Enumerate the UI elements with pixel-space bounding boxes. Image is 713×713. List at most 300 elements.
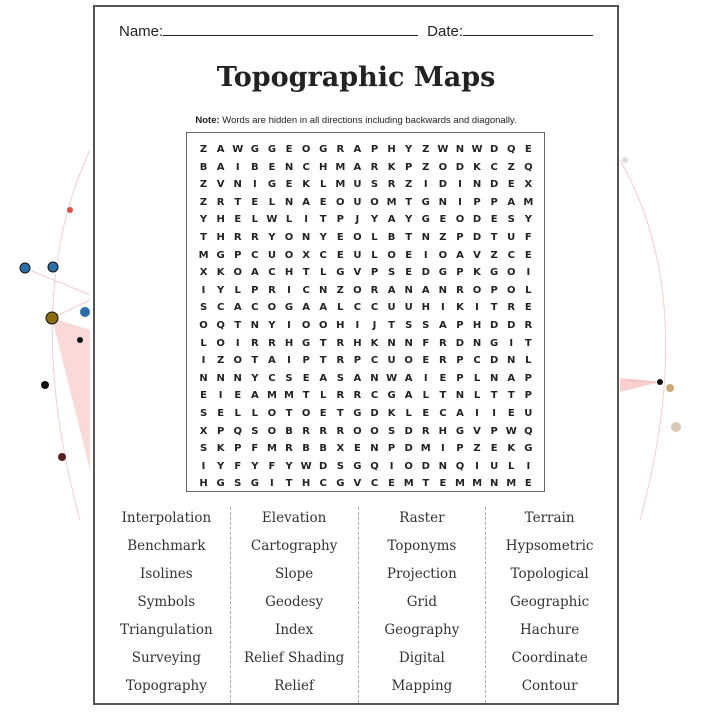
grid-letter[interactable]: L: [285, 214, 293, 226]
grid-letter[interactable]: P: [370, 144, 379, 155]
grid-letter[interactable]: H: [301, 478, 311, 490]
grid-letter[interactable]: A: [233, 302, 242, 314]
grid-letter[interactable]: P: [234, 249, 242, 261]
grid-letter[interactable]: L: [422, 390, 429, 402]
grid-letter[interactable]: E: [524, 478, 532, 490]
grid-letter[interactable]: G: [490, 337, 499, 349]
grid-letter[interactable]: R: [250, 337, 259, 349]
grid-letter[interactable]: N: [438, 196, 448, 208]
grid-letter[interactable]: E: [319, 196, 327, 208]
grid-letter[interactable]: Q: [524, 425, 533, 437]
grid-letter[interactable]: W: [437, 144, 449, 155]
grid-letter[interactable]: E: [285, 179, 293, 191]
grid-letter[interactable]: S: [199, 407, 208, 419]
grid-letter[interactable]: C: [216, 302, 225, 314]
grid-letter[interactable]: I: [526, 267, 531, 279]
grid-letter[interactable]: O: [370, 425, 379, 437]
grid-letter[interactable]: C: [251, 249, 259, 261]
grid-letter[interactable]: A: [216, 144, 225, 155]
grid-letter[interactable]: M: [335, 161, 346, 173]
grid-letter[interactable]: P: [456, 267, 464, 279]
grid-letter[interactable]: R: [233, 231, 242, 243]
grid-letter[interactable]: E: [251, 196, 259, 208]
grid-letter[interactable]: R: [336, 144, 345, 155]
grid-letter[interactable]: T: [507, 390, 515, 402]
grid-letter[interactable]: Y: [199, 214, 208, 226]
grid-letter[interactable]: A: [404, 390, 413, 402]
grid-letter[interactable]: Q: [370, 460, 379, 472]
grid-letter[interactable]: Y: [319, 231, 327, 243]
grid-letter[interactable]: Z: [199, 179, 208, 191]
grid-letter[interactable]: E: [405, 249, 413, 261]
grid-letter[interactable]: P: [370, 267, 379, 279]
grid-letter[interactable]: C: [302, 161, 310, 173]
grid-letter[interactable]: L: [200, 337, 207, 349]
grid-letter[interactable]: R: [439, 337, 447, 349]
grid-letter[interactable]: O: [301, 407, 311, 419]
grid-letter[interactable]: I: [389, 460, 394, 472]
grid-letter[interactable]: F: [234, 460, 242, 472]
grid-letter[interactable]: C: [268, 372, 276, 384]
grid-letter[interactable]: O: [506, 267, 516, 279]
grid-letter[interactable]: Y: [268, 319, 276, 331]
grid-letter[interactable]: A: [456, 249, 464, 261]
grid-letter[interactable]: T: [490, 302, 498, 314]
grid-letter[interactable]: R: [268, 284, 276, 296]
grid-letter[interactable]: Z: [490, 249, 498, 261]
grid-letter[interactable]: N: [216, 372, 225, 384]
grid-letter[interactable]: T: [524, 337, 532, 349]
grid-letter[interactable]: R: [285, 443, 293, 455]
grid-letter[interactable]: E: [507, 179, 515, 191]
grid-letter[interactable]: T: [405, 196, 413, 208]
grid-letter[interactable]: A: [353, 161, 362, 173]
grid-letter[interactable]: G: [353, 407, 362, 419]
grid-letter[interactable]: E: [524, 249, 532, 261]
name-field[interactable]: [119, 21, 418, 40]
grid-letter[interactable]: N: [404, 337, 413, 349]
grid-letter[interactable]: Z: [217, 355, 225, 367]
grid-letter[interactable]: Y: [405, 214, 413, 226]
grid-letter[interactable]: B: [387, 231, 396, 243]
grid-letter[interactable]: Z: [473, 443, 481, 455]
grid-letter[interactable]: U: [353, 179, 362, 191]
grid-letter[interactable]: L: [473, 372, 481, 384]
grid-letter[interactable]: O: [370, 196, 379, 208]
grid-letter[interactable]: W: [266, 214, 278, 226]
grid-letter[interactable]: D: [438, 179, 448, 191]
grid-letter[interactable]: K: [370, 337, 379, 349]
grid-letter[interactable]: L: [371, 231, 378, 243]
grid-letter[interactable]: N: [404, 284, 413, 296]
date-field[interactable]: [427, 21, 593, 40]
grid-letter[interactable]: G: [524, 443, 533, 455]
grid-letter[interactable]: J: [355, 214, 360, 226]
grid-letter[interactable]: S: [199, 443, 208, 455]
grid-letter[interactable]: N: [421, 231, 430, 243]
grid-letter[interactable]: E: [234, 214, 242, 226]
grid-letter[interactable]: N: [301, 231, 311, 243]
grid-letter[interactable]: O: [233, 355, 242, 367]
grid-letter[interactable]: G: [250, 478, 259, 490]
grid-letter[interactable]: I: [509, 337, 514, 349]
grid-letter[interactable]: O: [506, 284, 516, 296]
grid-letter[interactable]: O: [267, 407, 277, 419]
grid-letter[interactable]: T: [439, 390, 447, 402]
grid-letter[interactable]: B: [319, 443, 328, 455]
grid-letter[interactable]: D: [421, 267, 430, 279]
grid-letter[interactable]: M: [266, 443, 277, 455]
grid-letter[interactable]: D: [370, 407, 379, 419]
grid-letter[interactable]: I: [526, 460, 531, 472]
grid-letter[interactable]: I: [201, 284, 206, 296]
grid-letter[interactable]: O: [438, 161, 448, 173]
grid-letter[interactable]: R: [439, 355, 447, 367]
grid-letter[interactable]: I: [440, 302, 445, 314]
grid-letter[interactable]: O: [284, 249, 294, 261]
grid-letter[interactable]: C: [353, 302, 362, 314]
grid-letter[interactable]: O: [455, 214, 465, 226]
grid-letter[interactable]: F: [524, 231, 532, 243]
grid-letter[interactable]: C: [439, 407, 447, 419]
grid-letter[interactable]: I: [218, 390, 223, 402]
grid-letter[interactable]: L: [473, 390, 481, 402]
grid-letter[interactable]: O: [199, 319, 208, 331]
grid-letter[interactable]: A: [507, 196, 516, 208]
grid-letter[interactable]: W: [386, 372, 398, 384]
grid-letter[interactable]: L: [251, 407, 259, 419]
grid-letter[interactable]: M: [386, 196, 397, 208]
grid-letter[interactable]: K: [216, 267, 225, 279]
grid-letter[interactable]: A: [319, 372, 328, 384]
grid-letter[interactable]: T: [319, 355, 327, 367]
grid-letter[interactable]: Y: [268, 231, 276, 243]
grid-letter[interactable]: N: [319, 284, 328, 296]
grid-letter[interactable]: D: [489, 179, 499, 191]
grid-letter[interactable]: C: [370, 478, 379, 490]
grid-letter[interactable]: N: [438, 460, 448, 472]
grid-letter[interactable]: V: [353, 267, 362, 279]
grid-letter[interactable]: R: [336, 390, 345, 402]
grid-letter[interactable]: I: [458, 196, 462, 208]
grid-letter[interactable]: D: [489, 355, 499, 367]
grid-letter[interactable]: T: [405, 231, 413, 243]
grid-letter[interactable]: N: [199, 372, 208, 384]
grid-letter[interactable]: H: [387, 144, 396, 155]
grid-letter[interactable]: I: [270, 478, 274, 490]
grid-letter[interactable]: E: [217, 407, 225, 419]
grid-letter[interactable]: B: [251, 161, 259, 173]
grid-letter[interactable]: I: [423, 179, 428, 191]
grid-letter[interactable]: L: [320, 267, 327, 279]
grid-letter[interactable]: U: [507, 231, 516, 243]
grid-letter[interactable]: H: [284, 267, 294, 279]
grid-letter[interactable]: U: [524, 407, 533, 419]
grid-letter[interactable]: C: [268, 267, 276, 279]
grid-letter[interactable]: O: [301, 319, 311, 331]
grid-letter[interactable]: Z: [199, 196, 208, 208]
grid-letter[interactable]: O: [233, 267, 242, 279]
grid-letter[interactable]: A: [404, 372, 413, 384]
grid-letter[interactable]: W: [505, 425, 517, 437]
grid-letter[interactable]: A: [268, 355, 276, 367]
grid-letter[interactable]: P: [456, 372, 464, 384]
grid-letter[interactable]: Y: [217, 460, 225, 472]
grid-letter[interactable]: R: [387, 179, 396, 191]
grid-letter[interactable]: P: [473, 196, 481, 208]
grid-letter[interactable]: E: [422, 407, 430, 419]
grid-letter[interactable]: A: [421, 284, 430, 296]
grid-letter[interactable]: L: [525, 284, 532, 296]
grid-letter[interactable]: Z: [439, 231, 447, 243]
grid-letter[interactable]: I: [423, 372, 428, 384]
grid-letter[interactable]: N: [387, 337, 396, 349]
grid-letter[interactable]: T: [200, 231, 207, 243]
grid-letter[interactable]: T: [319, 214, 327, 226]
grid-letter[interactable]: P: [302, 355, 310, 367]
grid-letter[interactable]: Q: [233, 425, 242, 437]
grid-letter[interactable]: D: [421, 460, 430, 472]
grid-letter[interactable]: R: [336, 425, 345, 437]
grid-letter[interactable]: O: [284, 231, 294, 243]
grid-letter[interactable]: C: [370, 390, 379, 402]
grid-letter[interactable]: S: [251, 425, 259, 437]
grid-letter[interactable]: O: [267, 302, 277, 314]
grid-letter[interactable]: N: [438, 284, 448, 296]
grid-letter[interactable]: U: [267, 249, 276, 261]
grid-letter[interactable]: P: [524, 372, 532, 384]
grid-letter[interactable]: E: [490, 214, 498, 226]
grid-letter[interactable]: E: [302, 372, 310, 384]
grid-letter[interactable]: H: [438, 425, 448, 437]
grid-letter[interactable]: R: [216, 196, 225, 208]
grid-letter[interactable]: N: [233, 179, 242, 191]
grid-letter[interactable]: Y: [285, 460, 293, 472]
grid-letter[interactable]: N: [507, 355, 516, 367]
grid-letter[interactable]: O: [353, 284, 362, 296]
grid-letter[interactable]: M: [403, 478, 414, 490]
grid-letter[interactable]: O: [438, 249, 448, 261]
grid-letter[interactable]: Q: [216, 319, 225, 331]
grid-letter[interactable]: M: [266, 390, 277, 402]
grid-letter[interactable]: G: [353, 460, 362, 472]
grid-letter[interactable]: S: [285, 372, 293, 384]
grid-letter[interactable]: P: [490, 425, 498, 437]
grid-letter[interactable]: I: [287, 284, 291, 296]
grid-letter[interactable]: P: [456, 355, 464, 367]
grid-letter[interactable]: Z: [507, 161, 515, 173]
grid-letter[interactable]: L: [320, 390, 327, 402]
grid-letter[interactable]: E: [319, 407, 327, 419]
grid-letter[interactable]: S: [234, 478, 242, 490]
grid-letter[interactable]: E: [490, 443, 498, 455]
grid-letter[interactable]: D: [404, 443, 413, 455]
grid-letter[interactable]: E: [439, 478, 447, 490]
grid-letter[interactable]: S: [507, 214, 515, 226]
grid-letter[interactable]: O: [336, 196, 345, 208]
grid-letter[interactable]: G: [302, 337, 311, 349]
grid-letter[interactable]: L: [337, 302, 344, 314]
grid-letter[interactable]: U: [387, 302, 396, 314]
grid-letter[interactable]: S: [370, 179, 379, 191]
grid-letter[interactable]: K: [507, 443, 516, 455]
grid-letter[interactable]: E: [422, 355, 430, 367]
grid-letter[interactable]: G: [267, 144, 277, 155]
grid-letter[interactable]: E: [524, 144, 532, 155]
grid-letter[interactable]: T: [319, 337, 327, 349]
grid-letter[interactable]: I: [355, 319, 360, 331]
grid-letter[interactable]: Y: [217, 284, 225, 296]
grid-letter[interactable]: E: [405, 267, 413, 279]
grid-letter[interactable]: D: [489, 144, 499, 155]
grid-letter[interactable]: R: [370, 284, 379, 296]
grid-letter[interactable]: D: [489, 319, 499, 331]
grid-letter[interactable]: L: [371, 249, 378, 261]
grid-letter[interactable]: Y: [405, 144, 413, 155]
grid-letter[interactable]: A: [302, 196, 310, 208]
grid-letter[interactable]: L: [508, 460, 515, 472]
grid-letter[interactable]: D: [404, 425, 413, 437]
grid-letter[interactable]: G: [216, 478, 225, 490]
grid-letter[interactable]: P: [456, 443, 464, 455]
grid-letter[interactable]: C: [302, 284, 310, 296]
grid-letter[interactable]: O: [267, 425, 277, 437]
grid-letter[interactable]: V: [473, 249, 481, 261]
grid-letter[interactable]: I: [235, 337, 240, 349]
grid-letter[interactable]: M: [523, 196, 534, 208]
grid-letter[interactable]: S: [405, 319, 413, 331]
grid-letter[interactable]: M: [454, 478, 465, 490]
grid-letter[interactable]: D: [507, 319, 516, 331]
grid-letter[interactable]: E: [234, 390, 242, 402]
grid-letter[interactable]: T: [336, 407, 344, 419]
grid-letter[interactable]: N: [233, 372, 242, 384]
grid-letter[interactable]: R: [336, 337, 345, 349]
grid-letter[interactable]: I: [475, 302, 479, 314]
grid-letter[interactable]: C: [507, 249, 515, 261]
grid-letter[interactable]: M: [420, 443, 431, 455]
grid-letter[interactable]: U: [353, 196, 362, 208]
grid-letter[interactable]: Y: [251, 372, 259, 384]
grid-letter[interactable]: N: [489, 372, 499, 384]
grid-letter[interactable]: J: [372, 319, 377, 331]
grid-letter[interactable]: E: [507, 407, 515, 419]
grid-letter[interactable]: L: [268, 196, 276, 208]
grid-letter[interactable]: X: [524, 179, 533, 191]
grid-letter[interactable]: A: [216, 161, 225, 173]
grid-letter[interactable]: G: [421, 196, 430, 208]
grid-letter[interactable]: Z: [405, 179, 413, 191]
grid-letter[interactable]: M: [284, 390, 294, 402]
grid-letter[interactable]: D: [472, 214, 482, 226]
grid-letter[interactable]: K: [473, 267, 481, 279]
grid-letter[interactable]: R: [524, 319, 533, 331]
grid-letter[interactable]: C: [370, 355, 379, 367]
grid-letter[interactable]: O: [472, 284, 482, 296]
grid-letter[interactable]: T: [234, 196, 242, 208]
grid-letter[interactable]: M: [198, 249, 209, 261]
grid-letter[interactable]: N: [370, 443, 379, 455]
grid-letter[interactable]: B: [199, 161, 208, 173]
grid-letter[interactable]: C: [319, 478, 327, 490]
grid-letter[interactable]: H: [216, 214, 225, 226]
grid-letter[interactable]: I: [423, 249, 428, 261]
grid-letter[interactable]: X: [199, 425, 208, 437]
grid-letter[interactable]: I: [458, 179, 462, 191]
grid-letter[interactable]: C: [319, 249, 327, 261]
grid-letter[interactable]: E: [439, 214, 447, 226]
grid-letter[interactable]: T: [302, 267, 310, 279]
grid-letter[interactable]: W: [300, 460, 312, 472]
grid-letter[interactable]: I: [287, 355, 291, 367]
grid-letter[interactable]: F: [422, 337, 430, 349]
grid-letter[interactable]: H: [319, 161, 328, 173]
grid-letter[interactable]: P: [405, 161, 413, 173]
grid-letter[interactable]: R: [507, 302, 516, 314]
grid-letter[interactable]: K: [473, 161, 481, 173]
grid-letter[interactable]: I: [475, 407, 479, 419]
grid-letter[interactable]: P: [456, 231, 464, 243]
grid-letter[interactable]: M: [335, 179, 346, 191]
grid-letter[interactable]: C: [370, 302, 379, 314]
grid-letter[interactable]: A: [250, 390, 259, 402]
grid-letter[interactable]: A: [438, 319, 447, 331]
grid-letter[interactable]: T: [251, 355, 259, 367]
grid-letter[interactable]: A: [353, 372, 362, 384]
grid-letter[interactable]: P: [336, 214, 344, 226]
grid-letter[interactable]: G: [267, 179, 277, 191]
grid-letter[interactable]: N: [489, 478, 499, 490]
grid-letter[interactable]: I: [252, 179, 257, 191]
grid-letter[interactable]: L: [405, 407, 412, 419]
grid-letter[interactable]: T: [285, 407, 293, 419]
grid-letter[interactable]: G: [250, 144, 259, 155]
grid-letter[interactable]: Y: [370, 214, 379, 226]
grid-letter[interactable]: S: [422, 319, 430, 331]
grid-letter[interactable]: K: [387, 407, 396, 419]
grid-letter[interactable]: Z: [336, 284, 344, 296]
grid-letter[interactable]: P: [490, 284, 498, 296]
grid-letter[interactable]: O: [404, 460, 413, 472]
grid-letter[interactable]: F: [251, 443, 259, 455]
grid-letter[interactable]: R: [268, 337, 276, 349]
grid-letter[interactable]: R: [370, 161, 379, 173]
grid-letter[interactable]: L: [234, 407, 241, 419]
grid-letter[interactable]: N: [284, 161, 294, 173]
grid-letter[interactable]: T: [490, 231, 498, 243]
grid-letter[interactable]: E: [524, 302, 532, 314]
grid-letter[interactable]: E: [336, 231, 344, 243]
grid-letter[interactable]: N: [250, 319, 260, 331]
grid-letter[interactable]: Z: [199, 144, 208, 155]
grid-letter[interactable]: L: [251, 214, 259, 226]
grid-letter[interactable]: A: [302, 302, 310, 314]
grid-letter[interactable]: E: [200, 390, 207, 402]
grid-letter[interactable]: T: [285, 478, 293, 490]
grid-letter[interactable]: I: [201, 355, 206, 367]
grid-letter[interactable]: D: [455, 161, 465, 173]
grid-letter[interactable]: R: [319, 425, 328, 437]
grid-letter[interactable]: X: [199, 267, 208, 279]
grid-letter[interactable]: G: [421, 214, 430, 226]
grid-letter[interactable]: C: [490, 161, 498, 173]
grid-letter[interactable]: Q: [524, 161, 533, 173]
grid-letter[interactable]: X: [336, 443, 345, 455]
grid-letter[interactable]: B: [302, 443, 310, 455]
grid-letter[interactable]: S: [387, 425, 396, 437]
grid-letter[interactable]: H: [216, 231, 225, 243]
grid-letter[interactable]: O: [216, 337, 225, 349]
